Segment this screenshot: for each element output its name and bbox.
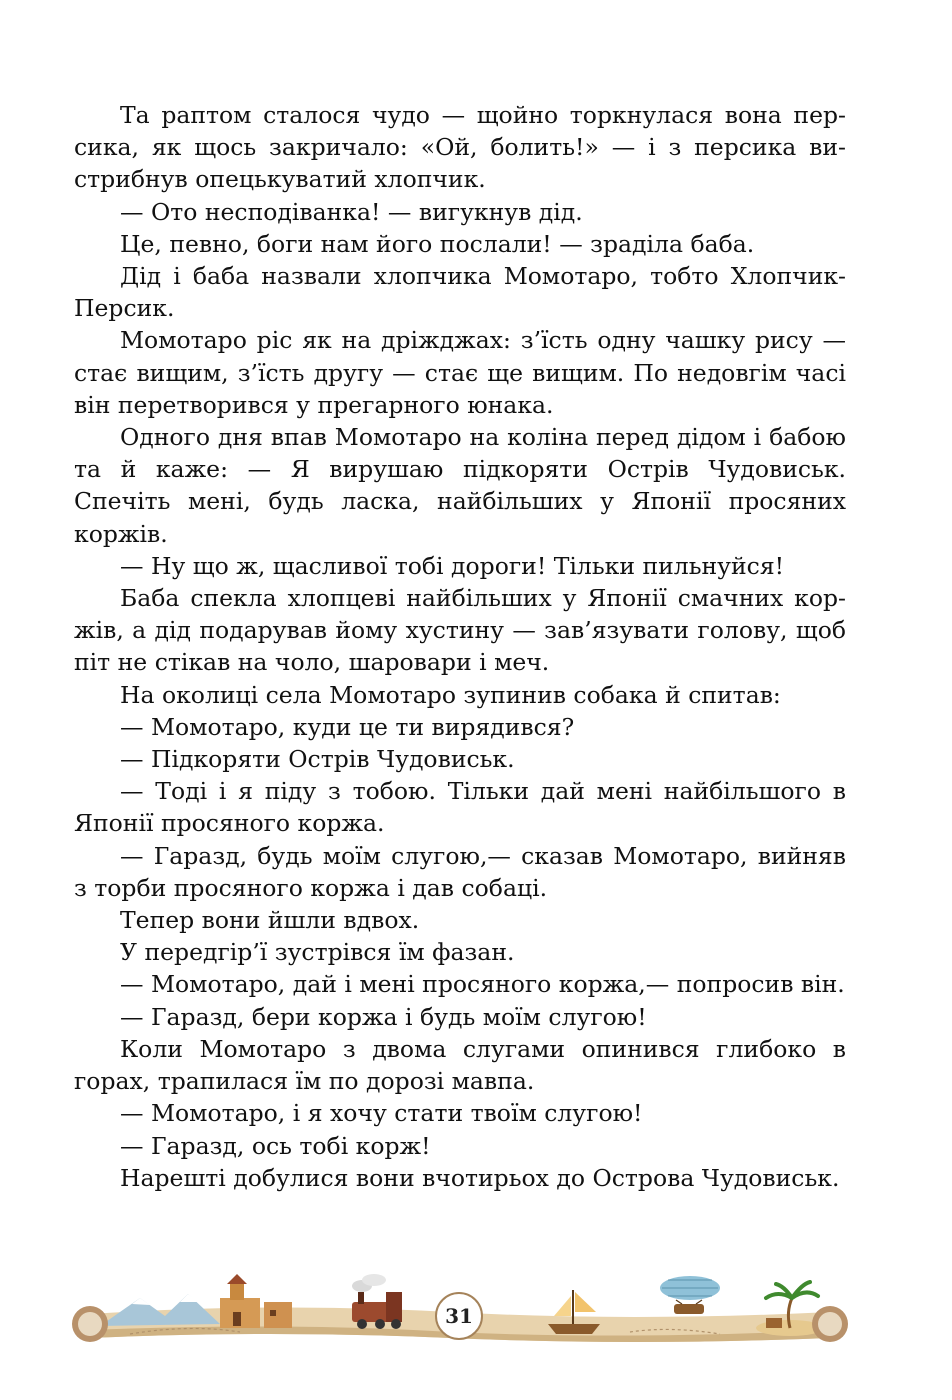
paragraph: — Ну що ж, щасливої тобі дороги! Тільки пильнуйся! [120, 551, 785, 580]
paragraph: — Гаразд, будь моїм слугою,— сказав Момотаро, вийняв з торби просяного коржа і дав собаці. [74, 841, 846, 902]
paragraph: На околиці села Момотаро зупинив собака й спитав: [120, 680, 781, 709]
mountain-icon [100, 1294, 220, 1326]
left-medallion-icon [72, 1306, 108, 1342]
castle-icon [220, 1274, 292, 1328]
paragraph: Тепер вони йшли вдвох. [120, 906, 420, 935]
train-icon [352, 1274, 402, 1329]
paragraph: Нарешті добулися вони вчотирьох до Острова Чудовиськ. [120, 1163, 840, 1192]
paragraph: У передгір’ї зустрівся їм фазан. [120, 938, 515, 967]
paragraph: Коли Момотаро з двома слугами опинився глибоко в горах, трапилася їм по дорозі мавпа. [74, 1034, 846, 1096]
paragraph: — Гаразд, ось тобі корж! [120, 1131, 431, 1160]
paragraph: — Гаразд, бери коржа і будь моїм слугою! [120, 1002, 647, 1031]
paragraph: — Підкоряти Острів Чудовиськ. [120, 745, 515, 774]
paragraph: — Тоді і я піду з тобою. Тільки дай мені найбільшого в Японії просяного коржа. [74, 777, 846, 838]
paragraph: Одного дня впав Момотаро на коліна перед дідом і бабою та й каже: — Я вирушаю підкоряти Острів Чудовиськ. Спечіть мені, будь ласка, найбільших у Японії просяних коржів. [74, 423, 846, 548]
page-number: 31 [435, 1292, 483, 1340]
paragraph: Це, певно, боги нам його послали! — зраділа баба. [120, 229, 755, 258]
paragraph: — Ото несподіванка! — вигукнув дід. [120, 197, 583, 226]
ship-icon [548, 1290, 600, 1334]
airship-icon [660, 1276, 720, 1314]
right-medallion-icon [812, 1306, 848, 1342]
paragraph: — Момотаро, і я хочу стати твоїм слугою! [120, 1099, 643, 1128]
paragraph: Баба спекла хлопцеві найбільших у Японії смачних коржів, а дід подарував йому хустину — зав’язувати голову, щоб піт не стікав на чоло, шаровари і меч. [74, 584, 846, 677]
paragraph: Та раптом сталося чудо — щойно торкнулася вона персика, як щось закричало: «Ой, болить!» — і з персика вистрибнув опецькуватий хлопчик. [74, 101, 846, 194]
paragraph: Момотаро ріс як на дріжджах: з’їсть одну чашку рису — стає вищим, з’їсть другу — стає ще вищим. По недовгім часі він перетворився у прегарного юнака. [74, 326, 846, 419]
paragraph: — Момотаро, дай і мені просяного коржа,— попросив він. [120, 970, 845, 999]
paragraph: — Момотаро, куди це ти вирядився? [120, 712, 575, 741]
decorative-footer [70, 1272, 850, 1352]
story-text [74, 99, 846, 1194]
paragraph: Дід і баба назвали хлопчика Момотаро, тобто Хлопчик-Персик. [74, 262, 846, 323]
